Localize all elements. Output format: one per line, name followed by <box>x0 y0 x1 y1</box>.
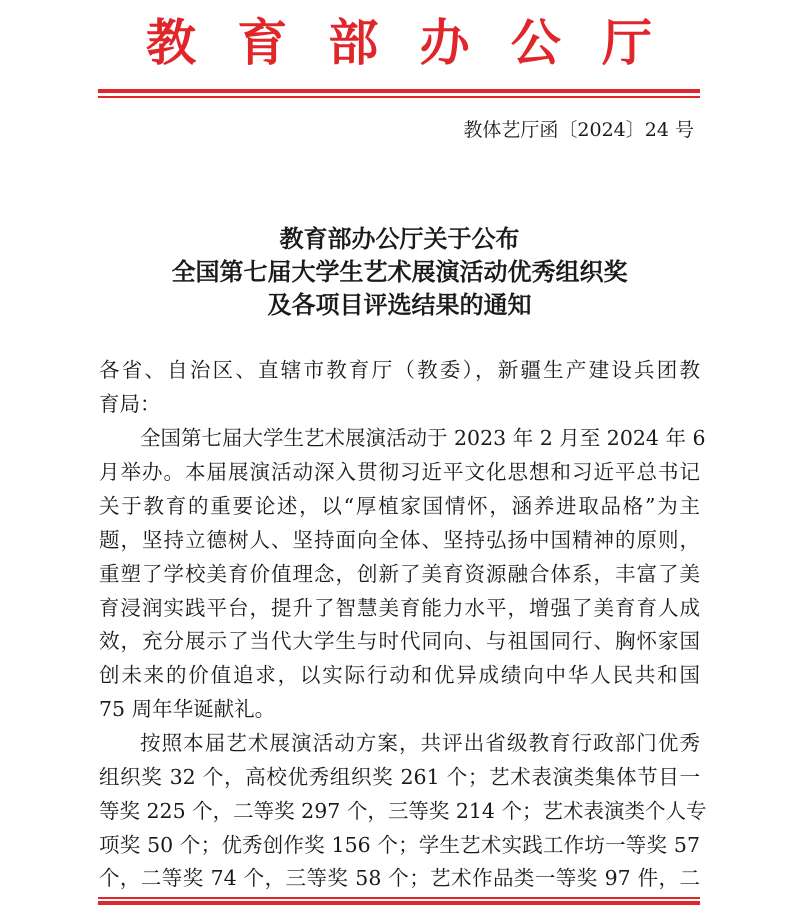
org-char: 厅 <box>601 13 652 72</box>
document-title-line: 全国第七届大学生艺术展演活动优秀组织奖 <box>171 257 628 286</box>
body-line: 创未来的价值追求，以实际行动和优异成绩向中华人民共和国 <box>99 663 700 687</box>
org-char: 教 <box>146 13 196 72</box>
footer-rule-thin <box>98 897 700 899</box>
org-char: 办 <box>419 13 470 72</box>
issuing-organization-header <box>98 12 700 74</box>
body-line: 效，充分展示了当代大学生与时代同向、与祖国同行、胸怀家国 <box>99 629 700 653</box>
org-char: 育 <box>237 13 288 72</box>
org-char: 部 <box>328 13 379 72</box>
body-line: 育局： <box>99 392 161 416</box>
body-line: 个，二等奖 74 个，三等奖 58 个；艺术作品类一等奖 97 件，二 <box>99 866 700 890</box>
document-title-line: 教育部办公厅关于公布 <box>279 224 520 253</box>
header-rule-thin <box>98 96 700 98</box>
header-rule-thick <box>98 89 700 93</box>
body-line: 项奖 50 个；优秀创作奖 156 个；学生艺术实践工作坊一等奖 57 <box>99 833 700 857</box>
body-line: 关于教育的重要论述，以“厚植家国情怀，涵养进取品格”为主 <box>99 494 700 518</box>
body-line: 等奖 225 个，二等奖 297 个，三等奖 214 个；艺术表演类个人专 <box>99 799 707 823</box>
org-char: 公 <box>510 13 561 72</box>
body-line: 各省、自治区、直辖市教育厅（教委），新疆生产建设兵团教 <box>99 358 700 382</box>
body-line: 月举办。本届展演活动深入贯彻习近平文化思想和习近平总书记 <box>99 460 700 484</box>
document-number: 教体艺厅函〔2024〕24 号 <box>463 119 694 141</box>
body-line: 育浸润实践平台，提升了智慧美育能力水平，增强了美育育人成 <box>99 596 700 620</box>
body-line: 重塑了学校美育价值理念，创新了美育资源融合体系，丰富了美 <box>99 562 700 586</box>
body-line: 按照本届艺术展演活动方案，共评出省级教育行政部门优秀 <box>140 731 700 755</box>
footer-rule-thick <box>98 901 700 905</box>
body-line: 题，坚持立德树人、坚持面向全体、坚持弘扬中国精神的原则， <box>99 528 700 552</box>
body-line: 全国第七届大学生艺术展演活动于 2023 年 2 月至 2024 年 6 <box>140 426 706 450</box>
body-line: 组织奖 32 个，高校优秀组织奖 261 个；艺术表演类集体节目一 <box>99 765 700 789</box>
body-line: 75 周年华诞献礼。 <box>99 697 276 721</box>
document-title-line: 及各项目评选结果的通知 <box>267 290 532 319</box>
